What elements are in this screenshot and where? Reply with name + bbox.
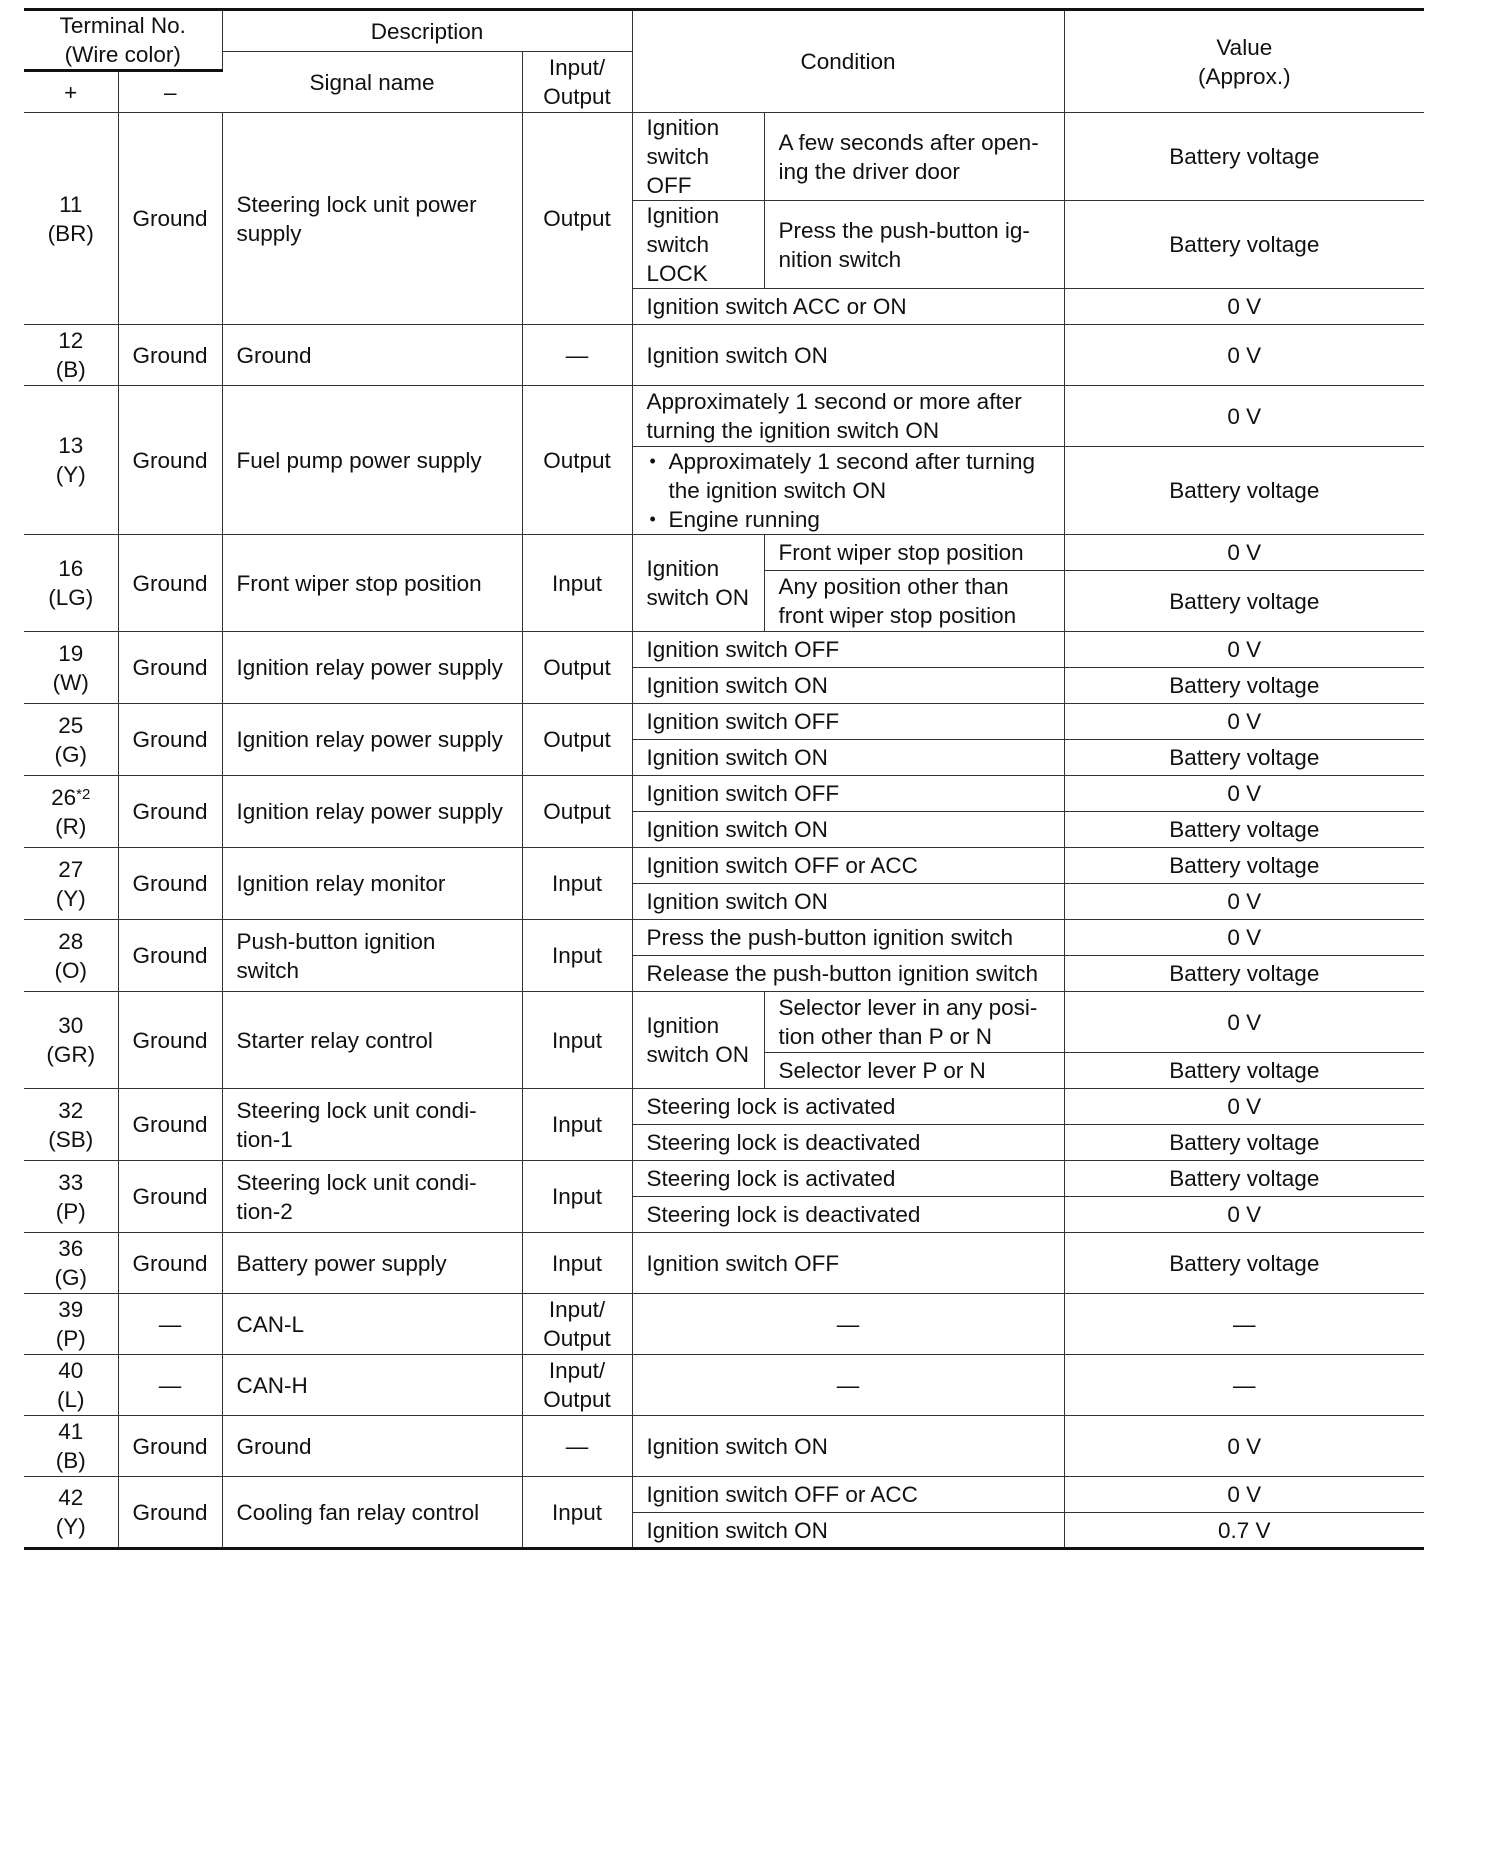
signal-name: Ignition relay power supply	[222, 632, 522, 704]
header-input-output	[522, 52, 632, 113]
terminal-minus: Ground	[118, 535, 222, 632]
value: 0 V	[1064, 386, 1424, 447]
condition: Ignition switch OFF	[632, 704, 1064, 740]
condition: Ignition switch ON	[632, 1416, 1064, 1477]
condition: Ignition switch ON	[632, 740, 1064, 776]
input-output: Output	[522, 632, 632, 704]
value: Battery voltage	[1064, 956, 1424, 992]
condition-line: switch	[646, 144, 710, 169]
terminal-minus: Ground	[118, 848, 222, 920]
condition: Front wiper stop position	[764, 535, 1064, 571]
terminal-num: 27	[58, 856, 84, 882]
signal-line: Steering lock unit condi-	[236, 1097, 477, 1123]
value: 0 V	[1064, 884, 1424, 920]
condition	[632, 447, 1064, 535]
input-output: Input	[522, 920, 632, 992]
signal-line: tion-1	[236, 1126, 293, 1152]
terminal-num: 32	[58, 1097, 84, 1123]
footnote-marker: *2	[76, 785, 91, 803]
condition-line: Ignition	[646, 556, 720, 581]
terminal-num: 25	[58, 712, 84, 738]
signal-name: Fuel pump power supply	[222, 386, 522, 535]
input-output: Output	[522, 776, 632, 848]
input-output: Input	[522, 848, 632, 920]
wire-color: (P)	[55, 1326, 86, 1351]
table-row	[24, 1161, 1424, 1197]
signal-line: Steering lock unit power	[236, 191, 477, 217]
signal-name: Ignition relay power supply	[222, 776, 522, 848]
condition: Ignition switch ON	[632, 884, 1064, 920]
terminal-minus: —	[118, 1294, 222, 1355]
signal-name: CAN-L	[222, 1294, 522, 1355]
signal-line: switch	[236, 957, 300, 983]
value: Battery voltage	[1064, 201, 1424, 289]
terminal-number	[24, 992, 118, 1089]
terminal-table	[24, 8, 1424, 1550]
condition: Ignition switch ON	[632, 325, 1064, 386]
terminal-number	[24, 325, 118, 386]
table-row	[24, 848, 1424, 884]
wire-color: (SB)	[48, 1126, 94, 1152]
condition: Ignition switch ON	[632, 668, 1064, 704]
condition-line: tion other than P or N	[778, 1024, 992, 1049]
condition-sub	[632, 113, 764, 201]
condition	[764, 201, 1064, 289]
signal-name: CAN-H	[222, 1355, 522, 1416]
condition: Selector lever P or N	[764, 1053, 1064, 1089]
terminal-number	[24, 632, 118, 704]
header-row	[24, 10, 1424, 52]
terminal-num: 42	[58, 1485, 84, 1510]
input-output: Input	[522, 1089, 632, 1161]
input-output: Input	[522, 1161, 632, 1233]
input-output: Input	[522, 992, 632, 1089]
header-minus: –	[118, 71, 222, 113]
signal-name: Starter relay control	[222, 992, 522, 1089]
header-terminal-label: Terminal No.	[59, 13, 186, 38]
header-signal-name: Signal name	[222, 52, 522, 113]
terminal-num: 30	[58, 1013, 84, 1038]
signal-line: Push-button ignition	[236, 928, 436, 954]
wire-color: (L)	[57, 1387, 85, 1412]
terminal-minus: Ground	[118, 113, 222, 325]
value: 0 V	[1064, 992, 1424, 1053]
terminal-number	[24, 535, 118, 632]
signal-name: Ignition relay power supply	[222, 704, 522, 776]
table-row	[24, 992, 1424, 1053]
condition: Release the push-button ignition switch	[632, 956, 1064, 992]
wire-color: (P)	[55, 1198, 86, 1224]
signal-name: Cooling fan relay control	[222, 1477, 522, 1549]
condition	[632, 386, 1064, 447]
condition: Steering lock is activated	[632, 1089, 1064, 1125]
header-plus: +	[24, 71, 118, 113]
table-row	[24, 1089, 1424, 1125]
signal-name: Front wiper stop position	[222, 535, 522, 632]
condition-line: A few seconds after open-	[778, 129, 1039, 155]
value: Battery voltage	[1064, 1161, 1424, 1197]
wire-color: (R)	[55, 813, 87, 839]
value: Battery voltage	[1064, 1233, 1424, 1294]
signal-name	[222, 1089, 522, 1161]
input-output: Input	[522, 535, 632, 632]
condition-line: Ignition	[646, 1013, 720, 1038]
value: Battery voltage	[1064, 1125, 1424, 1161]
header-value-label: Value	[1216, 34, 1273, 60]
condition-bullet-list	[647, 447, 1050, 534]
terminal-number	[24, 920, 118, 992]
terminal-minus: Ground	[118, 776, 222, 848]
terminal-minus: Ground	[118, 920, 222, 992]
condition: Ignition switch OFF or ACC	[632, 848, 1064, 884]
signal-name: Ignition relay monitor	[222, 848, 522, 920]
condition-line: Ignition	[646, 203, 720, 228]
value: 0 V	[1064, 776, 1424, 812]
wire-color: (BR)	[47, 220, 94, 246]
wire-color: (O)	[54, 957, 87, 983]
terminal-minus: Ground	[118, 1477, 222, 1549]
wire-color: (LG)	[48, 585, 94, 610]
terminal-num: 33	[58, 1169, 84, 1195]
header-condition: Condition	[632, 10, 1064, 113]
table-row	[24, 920, 1424, 956]
io-line: Input/	[548, 1358, 606, 1383]
value: —	[1064, 1294, 1424, 1355]
terminal-minus: —	[118, 1355, 222, 1416]
input-output: Input	[522, 1477, 632, 1549]
value: 0 V	[1064, 704, 1424, 740]
table-row	[24, 1416, 1424, 1477]
value: Battery voltage	[1064, 848, 1424, 884]
header-wire-color-label: (Wire color)	[64, 42, 181, 67]
wire-color: (GR)	[46, 1042, 96, 1067]
io-line: Input/	[548, 1297, 606, 1322]
condition: Ignition switch OFF	[632, 632, 1064, 668]
condition	[764, 992, 1064, 1053]
value: 0 V	[1064, 632, 1424, 668]
terminal-number	[24, 776, 118, 848]
condition-line: OFF	[646, 173, 692, 198]
signal-name: Battery power supply	[222, 1233, 522, 1294]
terminal-number	[24, 1355, 118, 1416]
wire-color: (B)	[55, 357, 86, 382]
table-row	[24, 1294, 1424, 1355]
terminal-num: 19	[58, 640, 84, 666]
wire-color: (G)	[54, 1265, 87, 1290]
condition-line: ing the driver door	[778, 158, 960, 184]
wire-color: (W)	[52, 669, 89, 695]
signal-line: supply	[236, 220, 302, 246]
value: Battery voltage	[1064, 447, 1424, 535]
condition: Ignition switch ON	[632, 1513, 1064, 1549]
terminal-number	[24, 1294, 118, 1355]
terminal-minus: Ground	[118, 386, 222, 535]
value: 0 V	[1064, 535, 1424, 571]
value: Battery voltage	[1064, 571, 1424, 632]
value: —	[1064, 1355, 1424, 1416]
terminal-num-line	[28, 783, 114, 812]
terminal-num: 40	[58, 1358, 84, 1383]
table-row	[24, 776, 1424, 812]
input-output	[522, 1294, 632, 1355]
condition: Ignition switch OFF	[632, 776, 1064, 812]
header-io-label-1: Input/	[548, 55, 606, 80]
condition-sub	[632, 201, 764, 289]
condition: Ignition switch OFF	[632, 1233, 1064, 1294]
terminal-minus: Ground	[118, 325, 222, 386]
condition-line: Press the push-button ig-	[778, 217, 1030, 243]
terminal-minus: Ground	[118, 992, 222, 1089]
condition-line: front wiper stop position	[778, 603, 1017, 628]
table-row	[24, 1233, 1424, 1294]
terminal-number	[24, 386, 118, 535]
terminal-num: 26	[51, 784, 77, 810]
terminal-minus: Ground	[118, 632, 222, 704]
terminal-number	[24, 1089, 118, 1161]
condition: Steering lock is activated	[632, 1161, 1064, 1197]
terminal-number	[24, 1477, 118, 1549]
condition-line: turning the ignition switch ON	[646, 418, 940, 443]
terminal-minus: Ground	[118, 1089, 222, 1161]
value: Battery voltage	[1064, 740, 1424, 776]
condition-line: • Approximately 1 second after turning	[668, 449, 1035, 474]
condition-sub	[632, 992, 764, 1089]
io-line: Output	[543, 1326, 611, 1351]
signal-name: Ground	[222, 1416, 522, 1477]
io-line: Output	[543, 1387, 611, 1412]
terminal-num: 28	[58, 928, 84, 954]
condition	[764, 571, 1064, 632]
terminal-num: 11	[59, 191, 83, 217]
condition: Steering lock is deactivated	[632, 1125, 1064, 1161]
terminal-num: 13	[58, 433, 84, 458]
condition: Steering lock is deactivated	[632, 1197, 1064, 1233]
table-row	[24, 1355, 1424, 1416]
value: 0 V	[1064, 325, 1424, 386]
signal-line: Steering lock unit condi-	[236, 1169, 477, 1195]
input-output: Output	[522, 386, 632, 535]
terminal-number	[24, 704, 118, 776]
header-terminal-no	[24, 10, 222, 71]
condition-line: nition switch	[778, 246, 902, 272]
table-row	[24, 1477, 1424, 1513]
value: Battery voltage	[1064, 668, 1424, 704]
table-row	[24, 632, 1424, 668]
input-output: Input	[522, 1233, 632, 1294]
condition-line: switch	[646, 232, 710, 257]
signal-name: Ground	[222, 325, 522, 386]
table-row	[24, 325, 1424, 386]
condition: Ignition switch ON	[632, 812, 1064, 848]
value: 0 V	[1064, 1089, 1424, 1125]
wire-color: (Y)	[55, 1514, 86, 1539]
wire-color: (G)	[54, 741, 87, 767]
value: 0 V	[1064, 1416, 1424, 1477]
signal-name	[222, 920, 522, 992]
condition: —	[632, 1294, 1064, 1355]
terminal-number	[24, 1233, 118, 1294]
terminal-number	[24, 1416, 118, 1477]
table-row	[24, 113, 1424, 201]
header-io-label-2: Output	[543, 84, 611, 109]
table-row	[24, 386, 1424, 447]
terminal-num: 36	[58, 1236, 84, 1261]
condition-line: Approximately 1 second or more after	[646, 389, 1022, 414]
value: 0 V	[1064, 920, 1424, 956]
condition-bullet: • Engine running	[647, 505, 1050, 534]
header-approx-label: (Approx.)	[1198, 63, 1291, 89]
condition: Press the push-button ignition switch	[632, 920, 1064, 956]
value: Battery voltage	[1064, 812, 1424, 848]
input-output: Output	[522, 704, 632, 776]
terminal-num: 16	[58, 556, 84, 581]
terminal-num: 41	[58, 1419, 84, 1444]
table-row	[24, 535, 1424, 571]
header-value	[1064, 10, 1424, 113]
signal-name	[222, 1161, 522, 1233]
terminal-number	[24, 1161, 118, 1233]
condition: Ignition switch OFF or ACC	[632, 1477, 1064, 1513]
terminal-minus: Ground	[118, 1161, 222, 1233]
terminal-minus: Ground	[118, 1416, 222, 1477]
value: 0 V	[1064, 1477, 1424, 1513]
condition-line: Selector lever in any posi-	[778, 995, 1038, 1020]
terminal-number	[24, 113, 118, 325]
input-output	[522, 1355, 632, 1416]
value: Battery voltage	[1064, 1053, 1424, 1089]
wire-color: (Y)	[55, 885, 86, 911]
terminal-num: 39	[58, 1297, 84, 1322]
terminal-num: 12	[58, 328, 84, 353]
signal-name	[222, 113, 522, 325]
value: 0 V	[1064, 289, 1424, 325]
terminal-minus: Ground	[118, 1233, 222, 1294]
value: 0.7 V	[1064, 1513, 1424, 1549]
wire-color: (Y)	[55, 462, 86, 487]
condition-line: LOCK	[646, 261, 708, 286]
terminal-minus: Ground	[118, 704, 222, 776]
wire-color: (B)	[55, 1448, 86, 1473]
condition-line: Ignition	[646, 115, 720, 140]
condition	[764, 113, 1064, 201]
condition-bullet	[647, 447, 1050, 505]
condition: Ignition switch ACC or ON	[632, 289, 1064, 325]
table-row	[24, 704, 1424, 740]
terminal-number	[24, 848, 118, 920]
condition-line: Any position other than	[778, 574, 1009, 599]
condition-line: switch ON	[646, 585, 750, 610]
condition-line: the ignition switch ON	[668, 478, 887, 503]
input-output: —	[522, 325, 632, 386]
signal-line: tion-2	[236, 1198, 293, 1224]
header-description: Description	[222, 10, 632, 52]
input-output: Output	[522, 113, 632, 325]
value: 0 V	[1064, 1197, 1424, 1233]
condition-sub	[632, 535, 764, 632]
input-output: —	[522, 1416, 632, 1477]
value: Battery voltage	[1064, 113, 1424, 201]
condition: —	[632, 1355, 1064, 1416]
condition-line: switch ON	[646, 1042, 750, 1067]
